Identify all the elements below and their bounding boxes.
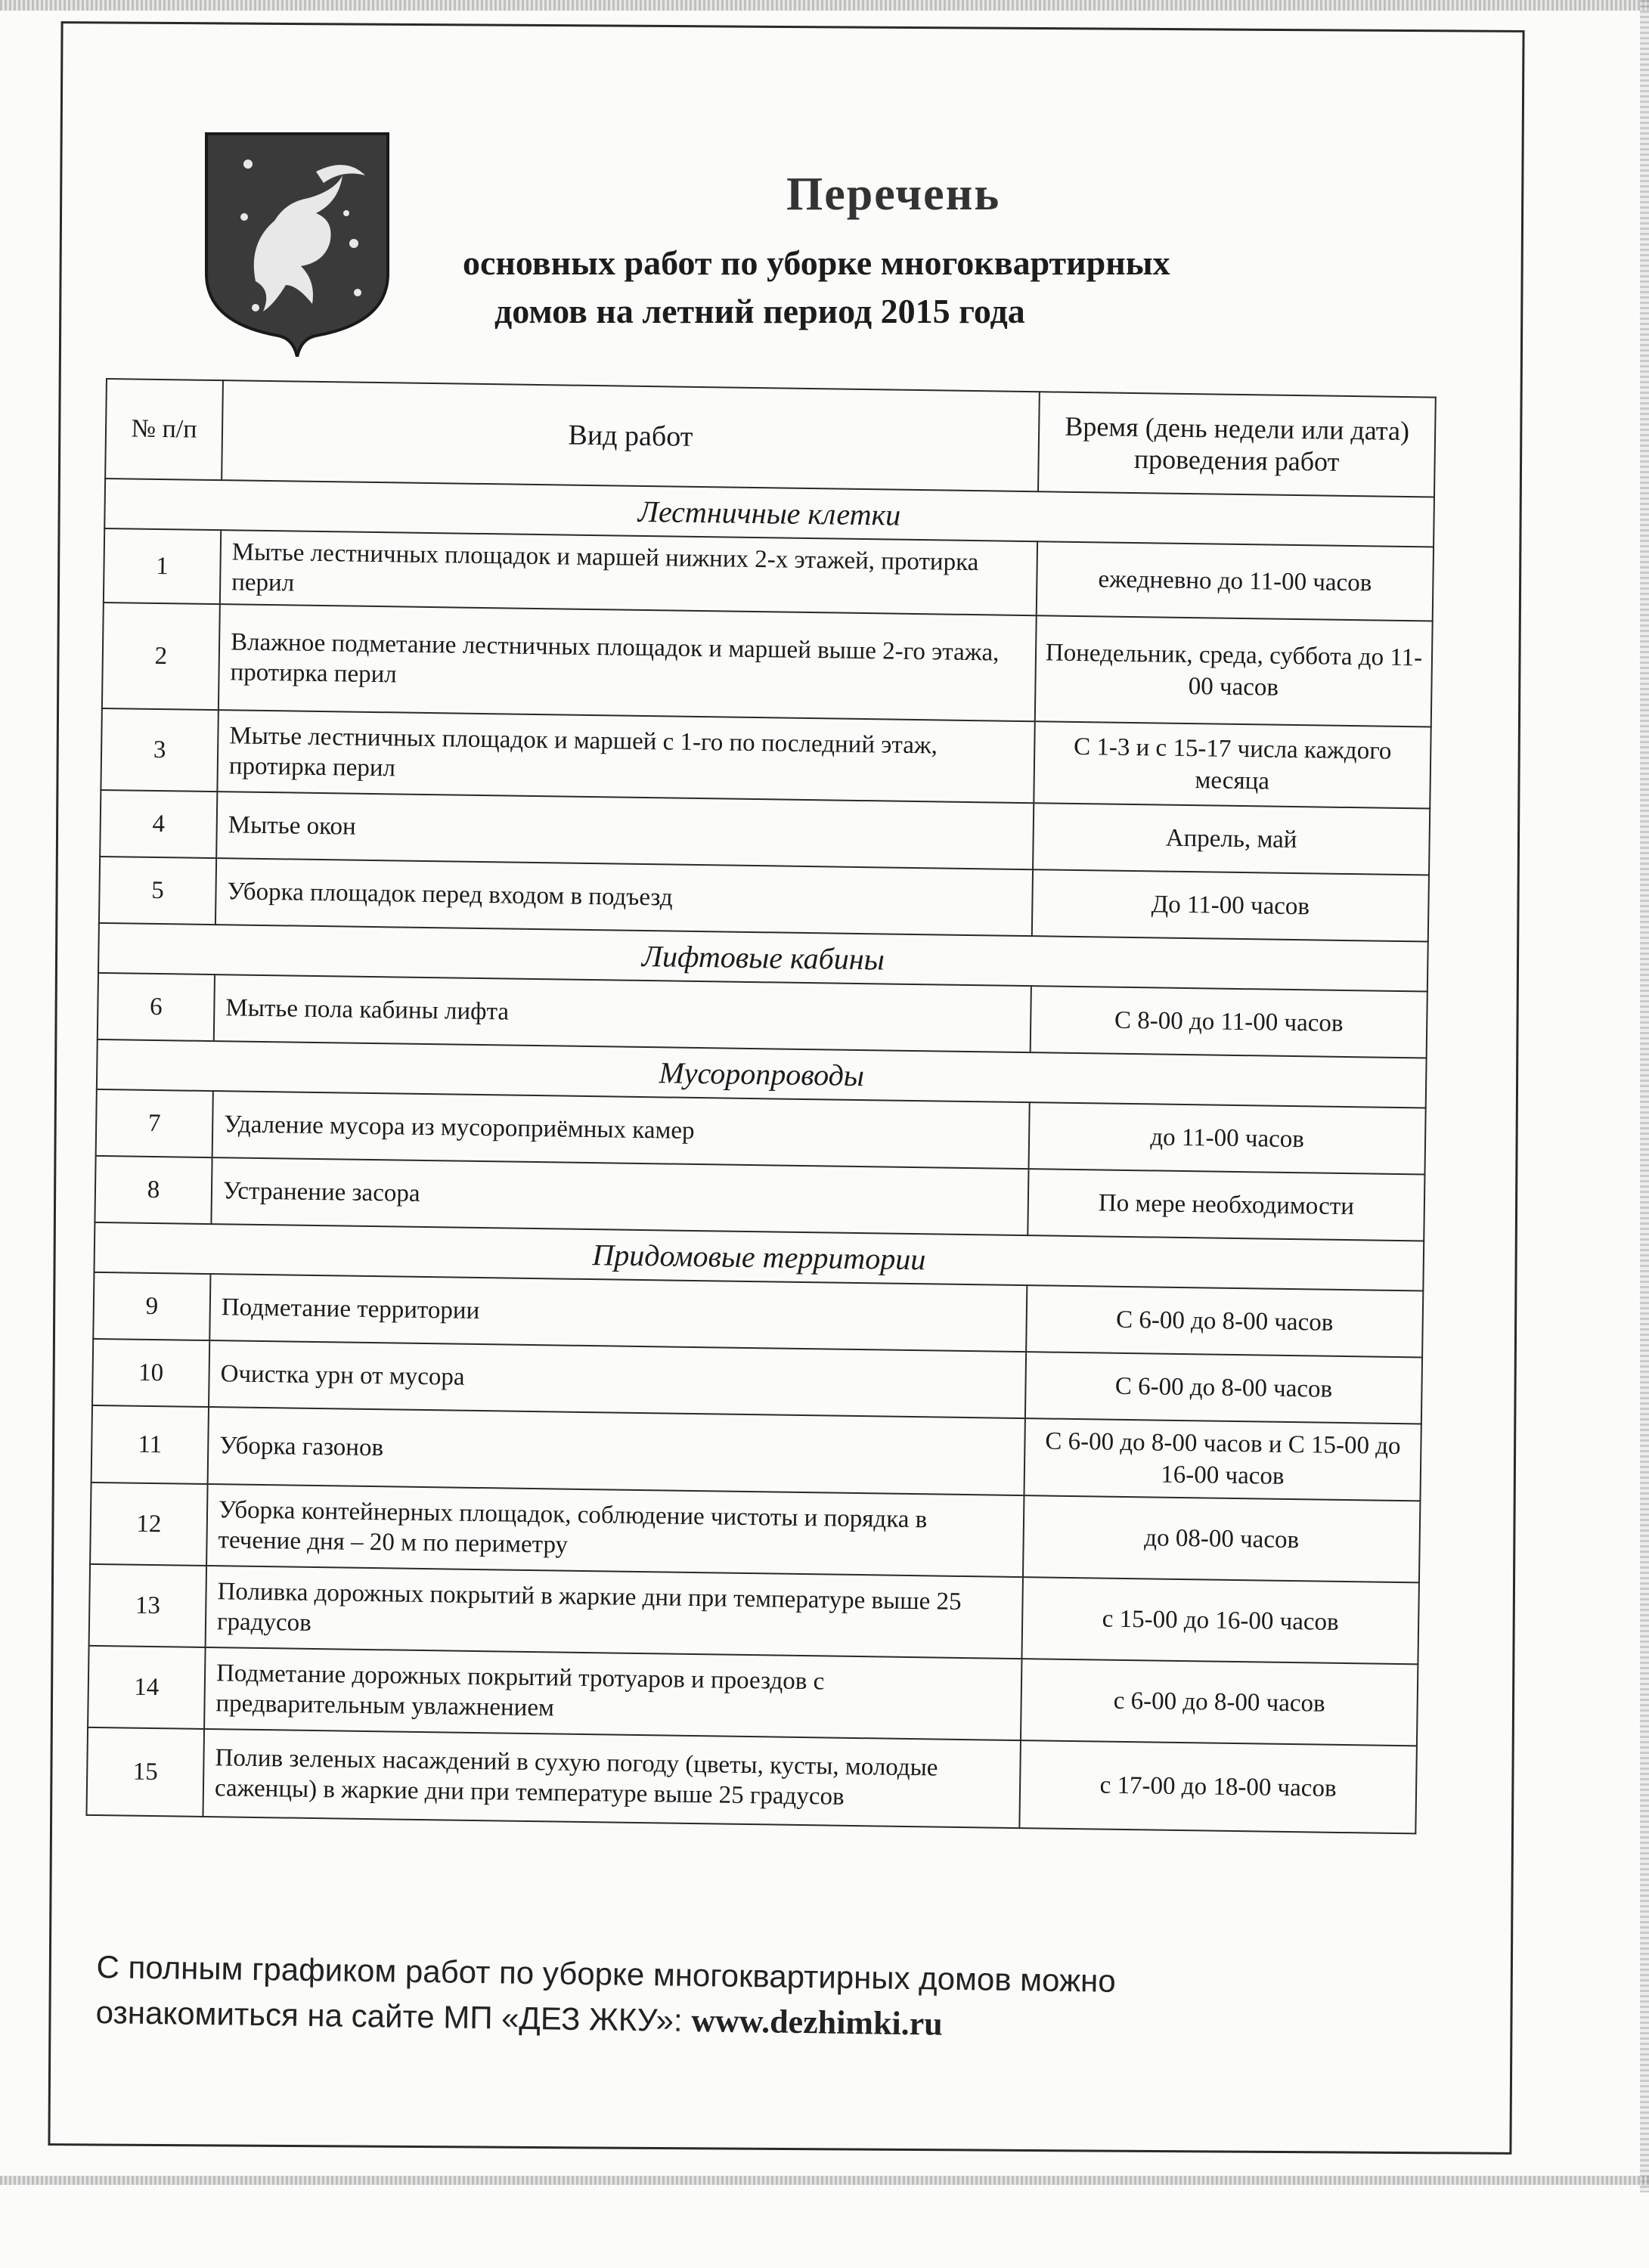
table-header-row (105, 379, 1436, 497)
row-number: 15 (86, 1727, 204, 1817)
section-title: Придомовые территории (94, 1222, 1424, 1291)
footer-note (95, 1944, 1382, 2053)
row-number: 3 (101, 708, 218, 792)
row-time: ежедневно до 11-00 часов (1037, 541, 1434, 621)
row-description: Влажное подметание лестничных площадок и маршей выше 2-го этажа, протирка перил (219, 604, 1037, 721)
row-description: Поливка дорожных покрытий в жаркие дни при температуре выше 25 градусов (206, 1566, 1023, 1659)
row-description: Подметание дорожных покрытий тротуаров и проездов с предварительным увлажнением (204, 1647, 1021, 1740)
row-description: Мытье лестничных площадок и маршей с 1-го по последний этаж, протирка перил (217, 710, 1034, 803)
row-description: Уборка газонов (208, 1407, 1025, 1495)
footer-line-2: ознакомиться на сайте МП «ДЕЗ ЖКУ»: (95, 1994, 683, 2038)
coat-of-arms-icon (203, 130, 392, 357)
row-time: до 08-00 часов (1023, 1495, 1420, 1582)
row-number: 5 (99, 857, 216, 925)
table-row (86, 1727, 1416, 1834)
row-description: Уборка площадок перед входом в подъезд (215, 858, 1033, 936)
row-time: с 6-00 до 8-00 часов (1021, 1659, 1418, 1746)
scan-edge-right (1640, 0, 1649, 2192)
section-title: Лифтовые кабины (98, 923, 1428, 992)
row-number: 8 (95, 1156, 212, 1224)
section-title: Лестничные клетки (104, 479, 1434, 547)
footer-url: www.dezhimki.ru (690, 2001, 944, 2043)
row-number: 11 (91, 1405, 209, 1484)
row-description: Мытье пола кабины лифта (214, 974, 1031, 1052)
row-description: Полив зеленых насаждений в сухую погоду (цветы, кусты, молодые саженцы) в жаркие дни при температуре выше 25 градусов (203, 1729, 1021, 1828)
table-row (102, 603, 1433, 727)
row-time: с 15-00 до 16-00 часов (1021, 1577, 1418, 1664)
row-description: Удаление мусора из мусороприёмных камер (212, 1091, 1030, 1169)
row-time: С 6-00 до 8-00 часов (1025, 1352, 1422, 1424)
works-table (85, 378, 1436, 1834)
header-kind: Вид работ (222, 380, 1040, 491)
row-number: 12 (90, 1483, 207, 1566)
header-num: № п/п (105, 379, 223, 480)
row-time: По мере необходимости (1028, 1169, 1424, 1241)
row-number: 13 (89, 1564, 206, 1647)
scan-edge-bottom (0, 2176, 1649, 2185)
row-number: 1 (104, 528, 221, 604)
scan-edge-top (0, 0, 1649, 11)
row-time: до 11-00 часов (1029, 1102, 1426, 1174)
row-description: Подметание территории (209, 1274, 1027, 1352)
section-title: Мусоропроводы (97, 1040, 1427, 1108)
row-time: с 17-00 до 18-00 часов (1019, 1740, 1417, 1833)
header-time: Время (день недели или дата) проведения работ (1038, 392, 1436, 497)
row-time: Понедельник, среда, суббота до 11-00 часов (1035, 615, 1433, 727)
footer-line-1: С полным графиком работ по уборке многоквартирных домов можно (96, 1948, 1117, 1999)
row-description: Мытье лестничных площадок и маршей нижних 2-х этажей, протирка перил (220, 530, 1037, 615)
document-subtitle (463, 239, 1446, 336)
row-number: 14 (88, 1646, 205, 1729)
row-time: С 8-00 до 11-00 часов (1031, 986, 1427, 1058)
row-time: С 6-00 до 8-00 часов и С 15-00 до 16-00 часов (1024, 1418, 1421, 1501)
row-number: 4 (100, 790, 217, 858)
row-description: Устранение засора (211, 1157, 1028, 1235)
row-time: До 11-00 часов (1032, 869, 1429, 941)
row-description: Уборка контейнерных площадок, соблюдение чистоты и порядка в течение дня – 20 м по периметру (206, 1484, 1024, 1577)
row-time: Апрель, май (1033, 803, 1430, 875)
row-number: 9 (93, 1272, 210, 1340)
row-number: 2 (102, 603, 220, 710)
row-number: 6 (98, 973, 215, 1041)
document-title: Перечень (786, 169, 1001, 220)
row-time: С 1-3 и с 15-17 числа каждого месяца (1034, 721, 1430, 808)
subtitle-line-2: домов на летний период 2015 года (494, 292, 1025, 330)
row-description: Очистка урн от мусора (209, 1340, 1026, 1418)
row-time: С 6-00 до 8-00 часов (1026, 1285, 1423, 1357)
row-number: 10 (92, 1339, 209, 1407)
row-number: 7 (96, 1089, 213, 1157)
row-description: Мытье окон (216, 792, 1034, 869)
subtitle-line-1: основных работ по уборке многоквартирных (463, 243, 1170, 282)
